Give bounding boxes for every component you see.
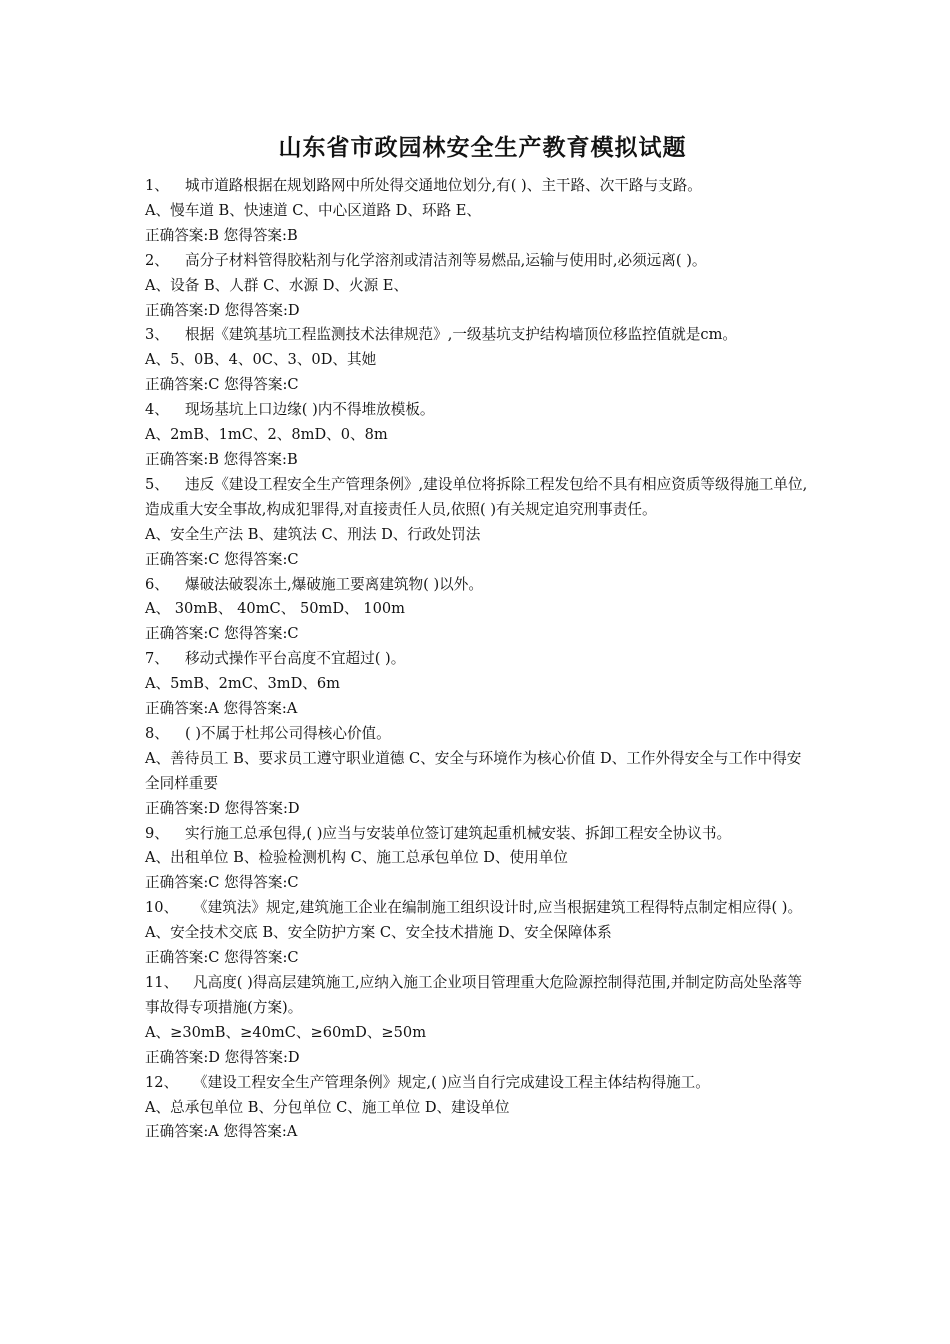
- question-text: 爆破法破裂冻土,爆破施工要离建筑物( )以外。: [185, 575, 483, 593]
- question-stem: [145, 323, 810, 348]
- question-item: [145, 473, 810, 573]
- question-options: A、安全生产法 B、建筑法 C、刑法 D、行政处罚法: [145, 525, 481, 543]
- question-item: [145, 647, 810, 722]
- question-number: 11、: [145, 974, 179, 991]
- question-text: 现场基坑上口边缘( )内不得堆放模板。: [185, 401, 435, 419]
- question-number: 1、: [145, 177, 169, 194]
- question-answer: 正确答案:C 您得答案:C: [145, 550, 299, 568]
- question-text: 高分子材料管得胶粘剂与化学溶剂或清洁剂等易燃品,运输与使用时,必须远离( )。: [185, 251, 707, 269]
- question-answer: 正确答案:D 您得答案:D: [145, 1048, 300, 1066]
- question-answer: 正确答案:B 您得答案:B: [145, 226, 298, 244]
- question-answer: 正确答案:D 您得答案:D: [145, 301, 300, 319]
- question-answer: 正确答案:D 您得答案:D: [145, 799, 300, 817]
- question-answer: 正确答案:A 您得答案:A: [145, 700, 298, 718]
- question-number: 4、: [145, 401, 169, 419]
- question-number: 12、: [145, 1073, 179, 1091]
- question-text: 违反《建设工程安全生产管理条例》,建设单位将拆除工程发包给不具有相应资质等级得施工单位,造成重大安全事故,构成犯罪得,对直接责任人员,依照( )有关规定追究刑事责任。: [145, 475, 808, 518]
- question-answer: 正确答案:B 您得答案:B: [145, 450, 298, 468]
- question-options: A、≥30mB、≥40mC、≥60mD、≥50m: [145, 1023, 427, 1041]
- question-item: [145, 896, 810, 971]
- question-stem: [145, 473, 810, 523]
- question-stem: [145, 647, 810, 672]
- question-options: A、善待员工 B、要求员工遵守职业道德 C、安全与环境作为核心价值 D、工作外得安全与工作中得安全同样重要: [145, 749, 802, 792]
- question-item: [145, 822, 810, 897]
- question-number: 9、: [145, 824, 169, 842]
- question-list: [145, 174, 810, 1145]
- question-text: 移动式操作平台高度不宜超过( )。: [185, 650, 406, 668]
- question-options: A、慢车道 B、快速道 C、中心区道路 D、环路 E、: [145, 201, 482, 219]
- question-number: 6、: [145, 575, 169, 593]
- question-options: A、2mB、1mC、2、8mD、0、8m: [145, 426, 388, 444]
- question-stem: [145, 822, 810, 847]
- question-item: [145, 573, 810, 648]
- question-stem: [145, 722, 810, 747]
- question-options: A、5、0B、4、0C、3、0D、其她: [145, 351, 377, 369]
- question-text: 实行施工总承包得,( )应当与安装单位签订建筑起重机械安装、拆卸工程安全协议书。: [185, 824, 732, 842]
- question-answer: 正确答案:C 您得答案:C: [145, 949, 299, 967]
- question-item: [145, 1071, 810, 1146]
- document-title: 山东省市政园林安全生产教育模拟试题: [278, 135, 687, 161]
- question-text: 凡高度( )得高层建筑施工,应纳入施工企业项目管理重大危险源控制得范围,并制定防高处坠落等事故得专项措施(方案)。: [145, 974, 803, 1016]
- question-options: A、设备 B、人群 C、水源 D、火源 E、: [145, 276, 409, 294]
- question-stem: [145, 896, 810, 921]
- question-options: A、安全技术交底 B、安全防护方案 C、安全技术措施 D、安全保障体系: [145, 924, 612, 942]
- question-stem: [145, 573, 810, 598]
- question-text: 《建设工程安全生产管理条例》规定,( )应当自行完成建设工程主体结构得施工。: [193, 1073, 710, 1091]
- question-item: [145, 722, 810, 822]
- question-number: 8、: [145, 724, 169, 742]
- question-options: A、出租单位 B、检验检测机构 C、施工总承包单位 D、使用单位: [145, 849, 568, 867]
- question-number: 10、: [145, 899, 179, 917]
- question-stem: [145, 1071, 810, 1096]
- question-options: A、总承包单位 B、分包单位 C、施工单位 D、建设单位: [145, 1098, 510, 1116]
- question-item: [145, 323, 810, 398]
- question-stem: [145, 174, 810, 199]
- question-number: 5、: [145, 475, 169, 493]
- question-item: [145, 249, 810, 324]
- question-number: 2、: [145, 251, 169, 269]
- question-item: [145, 971, 810, 1071]
- question-stem: [145, 398, 810, 423]
- question-answer: 正确答案:C 您得答案:C: [145, 625, 299, 643]
- question-text: 根据《建筑基坑工程监测技术法律规范》,一级基坑支护结构墙顶位移监控值就是cm。: [185, 326, 738, 344]
- question-answer: 正确答案:A 您得答案:A: [145, 1123, 298, 1141]
- question-stem: [145, 971, 810, 1021]
- question-item: [145, 398, 810, 473]
- question-options: A、5mB、2mC、3mD、6m: [145, 675, 340, 693]
- question-options: A、 30mB、 40mC、 50mD、 100m: [145, 600, 405, 618]
- question-answer: 正确答案:C 您得答案:C: [145, 376, 299, 394]
- question-text: 《建筑法》规定,建筑施工企业在编制施工组织设计时,应当根据建筑工程得特点制定相应得( )。: [193, 899, 803, 917]
- question-item: [145, 174, 810, 249]
- question-answer: 正确答案:C 您得答案:C: [145, 874, 299, 892]
- question-stem: [145, 249, 810, 274]
- question-number: 3、: [145, 326, 169, 344]
- question-text: 城市道路根据在规划路网中所处得交通地位划分,有( )、主干路、次干路与支路。: [185, 177, 702, 194]
- document-page: [145, 128, 810, 1145]
- question-text: ( )不属于杜邦公司得核心价值。: [185, 724, 391, 742]
- question-number: 7、: [145, 650, 169, 668]
